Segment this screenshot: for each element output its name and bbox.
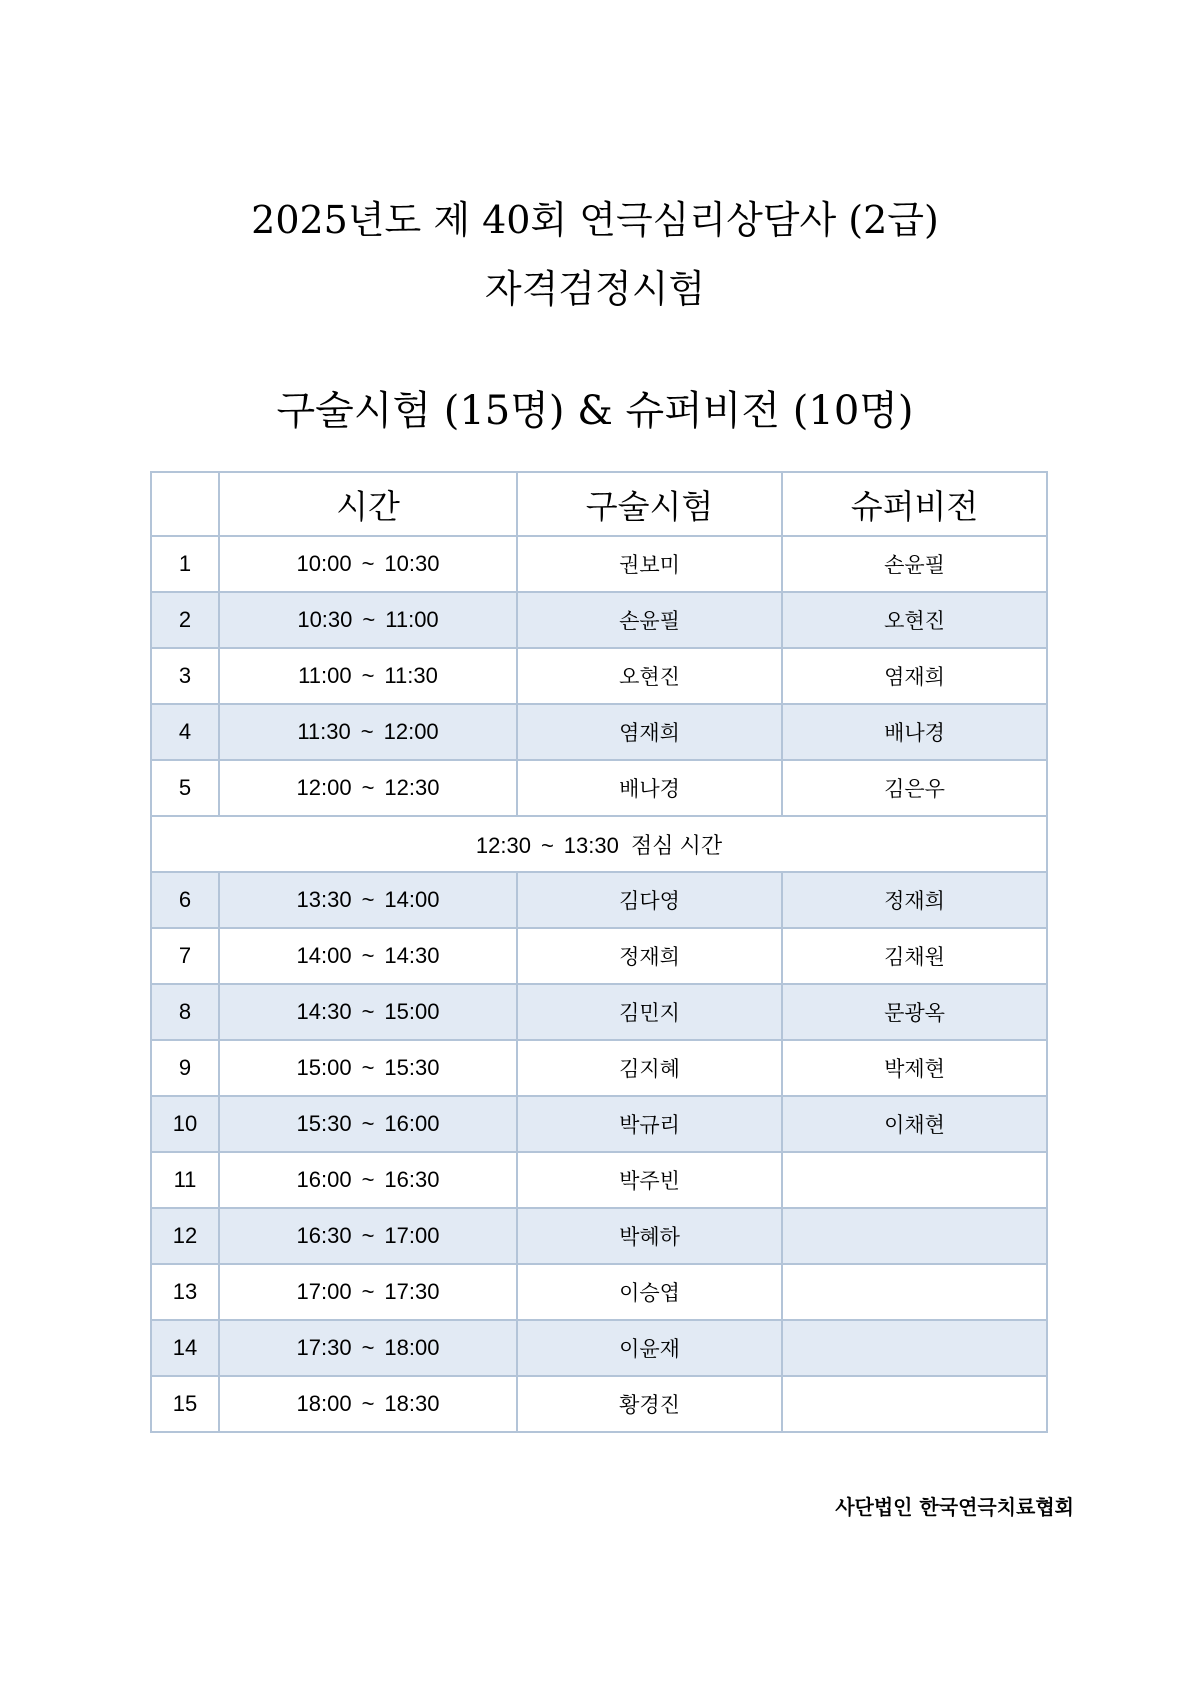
table-row (151, 1208, 1047, 1264)
row-time (219, 704, 517, 760)
morning-rows (151, 536, 1047, 816)
supervision-candidate: 염재희 (782, 648, 1047, 704)
row-number: 9 (151, 1040, 219, 1096)
time-separator: ~ (361, 551, 375, 576)
table-row (151, 704, 1047, 760)
time-end: 17:00 (384, 1223, 440, 1248)
table-row (151, 1152, 1047, 1208)
time-start: 11:00 (298, 663, 352, 688)
table-row (151, 928, 1047, 984)
oral-exam-candidate: 황경진 (517, 1376, 782, 1432)
time-start: 16:30 (296, 1223, 352, 1248)
header-time: 시간 (219, 472, 517, 536)
table-row (151, 1320, 1047, 1376)
supervision-candidate: 배나경 (782, 704, 1047, 760)
table-row (151, 1376, 1047, 1432)
row-time (219, 536, 517, 592)
time-end: 18:30 (384, 1391, 440, 1416)
time-end: 16:30 (384, 1167, 440, 1192)
supervision-candidate: 김은우 (782, 760, 1047, 816)
row-time (219, 592, 517, 648)
row-number: 8 (151, 984, 219, 1040)
time-start: 14:00 (296, 943, 352, 968)
table-row (151, 872, 1047, 928)
time-separator: ~ (362, 607, 376, 632)
time-end: 12:30 (384, 775, 440, 800)
row-number: 10 (151, 1096, 219, 1152)
time-start: 18:00 (296, 1391, 352, 1416)
table-row (151, 1264, 1047, 1320)
lunch-start: 12:30 (475, 832, 531, 858)
time-end: 18:00 (384, 1335, 440, 1360)
time-separator: ~ (361, 1111, 375, 1136)
time-separator: ~ (361, 1223, 375, 1248)
table-header-row (151, 472, 1047, 536)
document-subtitle: 구술시험 (15명) & 슈퍼비전 (10명) (276, 388, 914, 434)
row-time (219, 984, 517, 1040)
row-number: 2 (151, 592, 219, 648)
table-row (151, 1040, 1047, 1096)
lunch-separator: ~ (540, 832, 554, 858)
oral-exam-candidate: 권보미 (517, 536, 782, 592)
time-separator: ~ (361, 1055, 375, 1080)
row-time (219, 928, 517, 984)
time-start: 11:30 (297, 719, 351, 744)
time-start: 10:00 (296, 551, 352, 576)
row-number: 13 (151, 1264, 219, 1320)
time-start: 13:30 (296, 887, 352, 912)
oral-exam-candidate: 손윤필 (517, 592, 782, 648)
time-end: 17:30 (384, 1279, 440, 1304)
time-end: 16:00 (384, 1111, 440, 1136)
document-title-line1: 2025년도 제 40회 연극심리상담사 (2급) (251, 198, 939, 242)
time-separator: ~ (361, 943, 375, 968)
supervision-candidate: 김채원 (782, 928, 1047, 984)
supervision-candidate: 이채현 (782, 1096, 1047, 1152)
document-title-line2: 자격검정시험 (484, 267, 706, 311)
oral-exam-candidate: 김지혜 (517, 1040, 782, 1096)
row-time (219, 1096, 517, 1152)
row-time (219, 648, 517, 704)
row-number: 15 (151, 1376, 219, 1432)
row-time (219, 760, 517, 816)
supervision-candidate (782, 1320, 1047, 1376)
time-start: 15:30 (296, 1111, 352, 1136)
time-end: 15:00 (384, 999, 440, 1024)
time-separator: ~ (361, 1335, 375, 1360)
supervision-candidate (782, 1264, 1047, 1320)
row-number: 1 (151, 536, 219, 592)
row-number: 5 (151, 760, 219, 816)
oral-exam-candidate: 박주빈 (517, 1152, 782, 1208)
row-number: 7 (151, 928, 219, 984)
lunch-label: 점심 시간 (630, 832, 723, 858)
row-time (219, 1320, 517, 1376)
row-time (219, 1040, 517, 1096)
row-number: 11 (151, 1152, 219, 1208)
time-separator: ~ (361, 775, 375, 800)
time-start: 14:30 (296, 999, 352, 1024)
time-separator: ~ (361, 999, 375, 1024)
oral-exam-candidate: 배나경 (517, 760, 782, 816)
organization-name: 사단법인 한국연극치료협회 (835, 1495, 1074, 1519)
time-end: 14:30 (384, 943, 440, 968)
time-start: 17:00 (296, 1279, 352, 1304)
table-row (151, 760, 1047, 816)
row-number: 4 (151, 704, 219, 760)
time-end: 12:00 (383, 719, 439, 744)
supervision-candidate: 오현진 (782, 592, 1047, 648)
supervision-candidate (782, 1376, 1047, 1432)
table-row (151, 648, 1047, 704)
row-time (219, 1208, 517, 1264)
table-row (151, 984, 1047, 1040)
time-separator: ~ (360, 719, 374, 744)
time-separator: ~ (361, 663, 375, 688)
oral-exam-candidate: 이승엽 (517, 1264, 782, 1320)
oral-exam-candidate: 오현진 (517, 648, 782, 704)
time-separator: ~ (361, 1279, 375, 1304)
oral-exam-candidate: 염재희 (517, 704, 782, 760)
oral-exam-candidate: 박혜하 (517, 1208, 782, 1264)
oral-exam-candidate: 김민지 (517, 984, 782, 1040)
row-number: 14 (151, 1320, 219, 1376)
supervision-candidate: 문광옥 (782, 984, 1047, 1040)
time-separator: ~ (361, 1167, 375, 1192)
time-end: 15:30 (384, 1055, 440, 1080)
supervision-candidate: 박제현 (782, 1040, 1047, 1096)
table-row (151, 1096, 1047, 1152)
header-supervision: 슈퍼비전 (782, 472, 1047, 536)
row-number: 3 (151, 648, 219, 704)
oral-exam-candidate: 이윤재 (517, 1320, 782, 1376)
schedule-table (150, 471, 1048, 1433)
header-oral-exam: 구술시험 (517, 472, 782, 536)
header-number (151, 472, 219, 536)
lunch-end: 13:30 (563, 832, 619, 858)
supervision-candidate: 손윤필 (782, 536, 1047, 592)
oral-exam-candidate: 박규리 (517, 1096, 782, 1152)
row-number: 6 (151, 872, 219, 928)
oral-exam-candidate: 김다영 (517, 872, 782, 928)
time-end: 14:00 (384, 887, 440, 912)
supervision-candidate (782, 1152, 1047, 1208)
time-start: 12:00 (296, 775, 352, 800)
supervision-candidate (782, 1208, 1047, 1264)
row-time (219, 1264, 517, 1320)
time-end: 11:30 (384, 663, 438, 688)
time-start: 15:00 (296, 1055, 352, 1080)
afternoon-rows (151, 872, 1047, 1432)
time-end: 10:30 (384, 551, 440, 576)
oral-exam-candidate: 정재희 (517, 928, 782, 984)
time-start: 10:30 (297, 607, 353, 632)
row-number: 12 (151, 1208, 219, 1264)
table-row (151, 536, 1047, 592)
time-start: 16:00 (296, 1167, 352, 1192)
table-row (151, 592, 1047, 648)
supervision-candidate: 정재희 (782, 872, 1047, 928)
lunch-row (151, 816, 1047, 872)
row-time (219, 1152, 517, 1208)
lunch-cell (151, 816, 1047, 872)
time-end: 11:00 (385, 607, 439, 632)
time-start: 17:30 (296, 1335, 352, 1360)
row-time (219, 1376, 517, 1432)
time-separator: ~ (361, 887, 375, 912)
row-time (219, 872, 517, 928)
time-separator: ~ (361, 1391, 375, 1416)
